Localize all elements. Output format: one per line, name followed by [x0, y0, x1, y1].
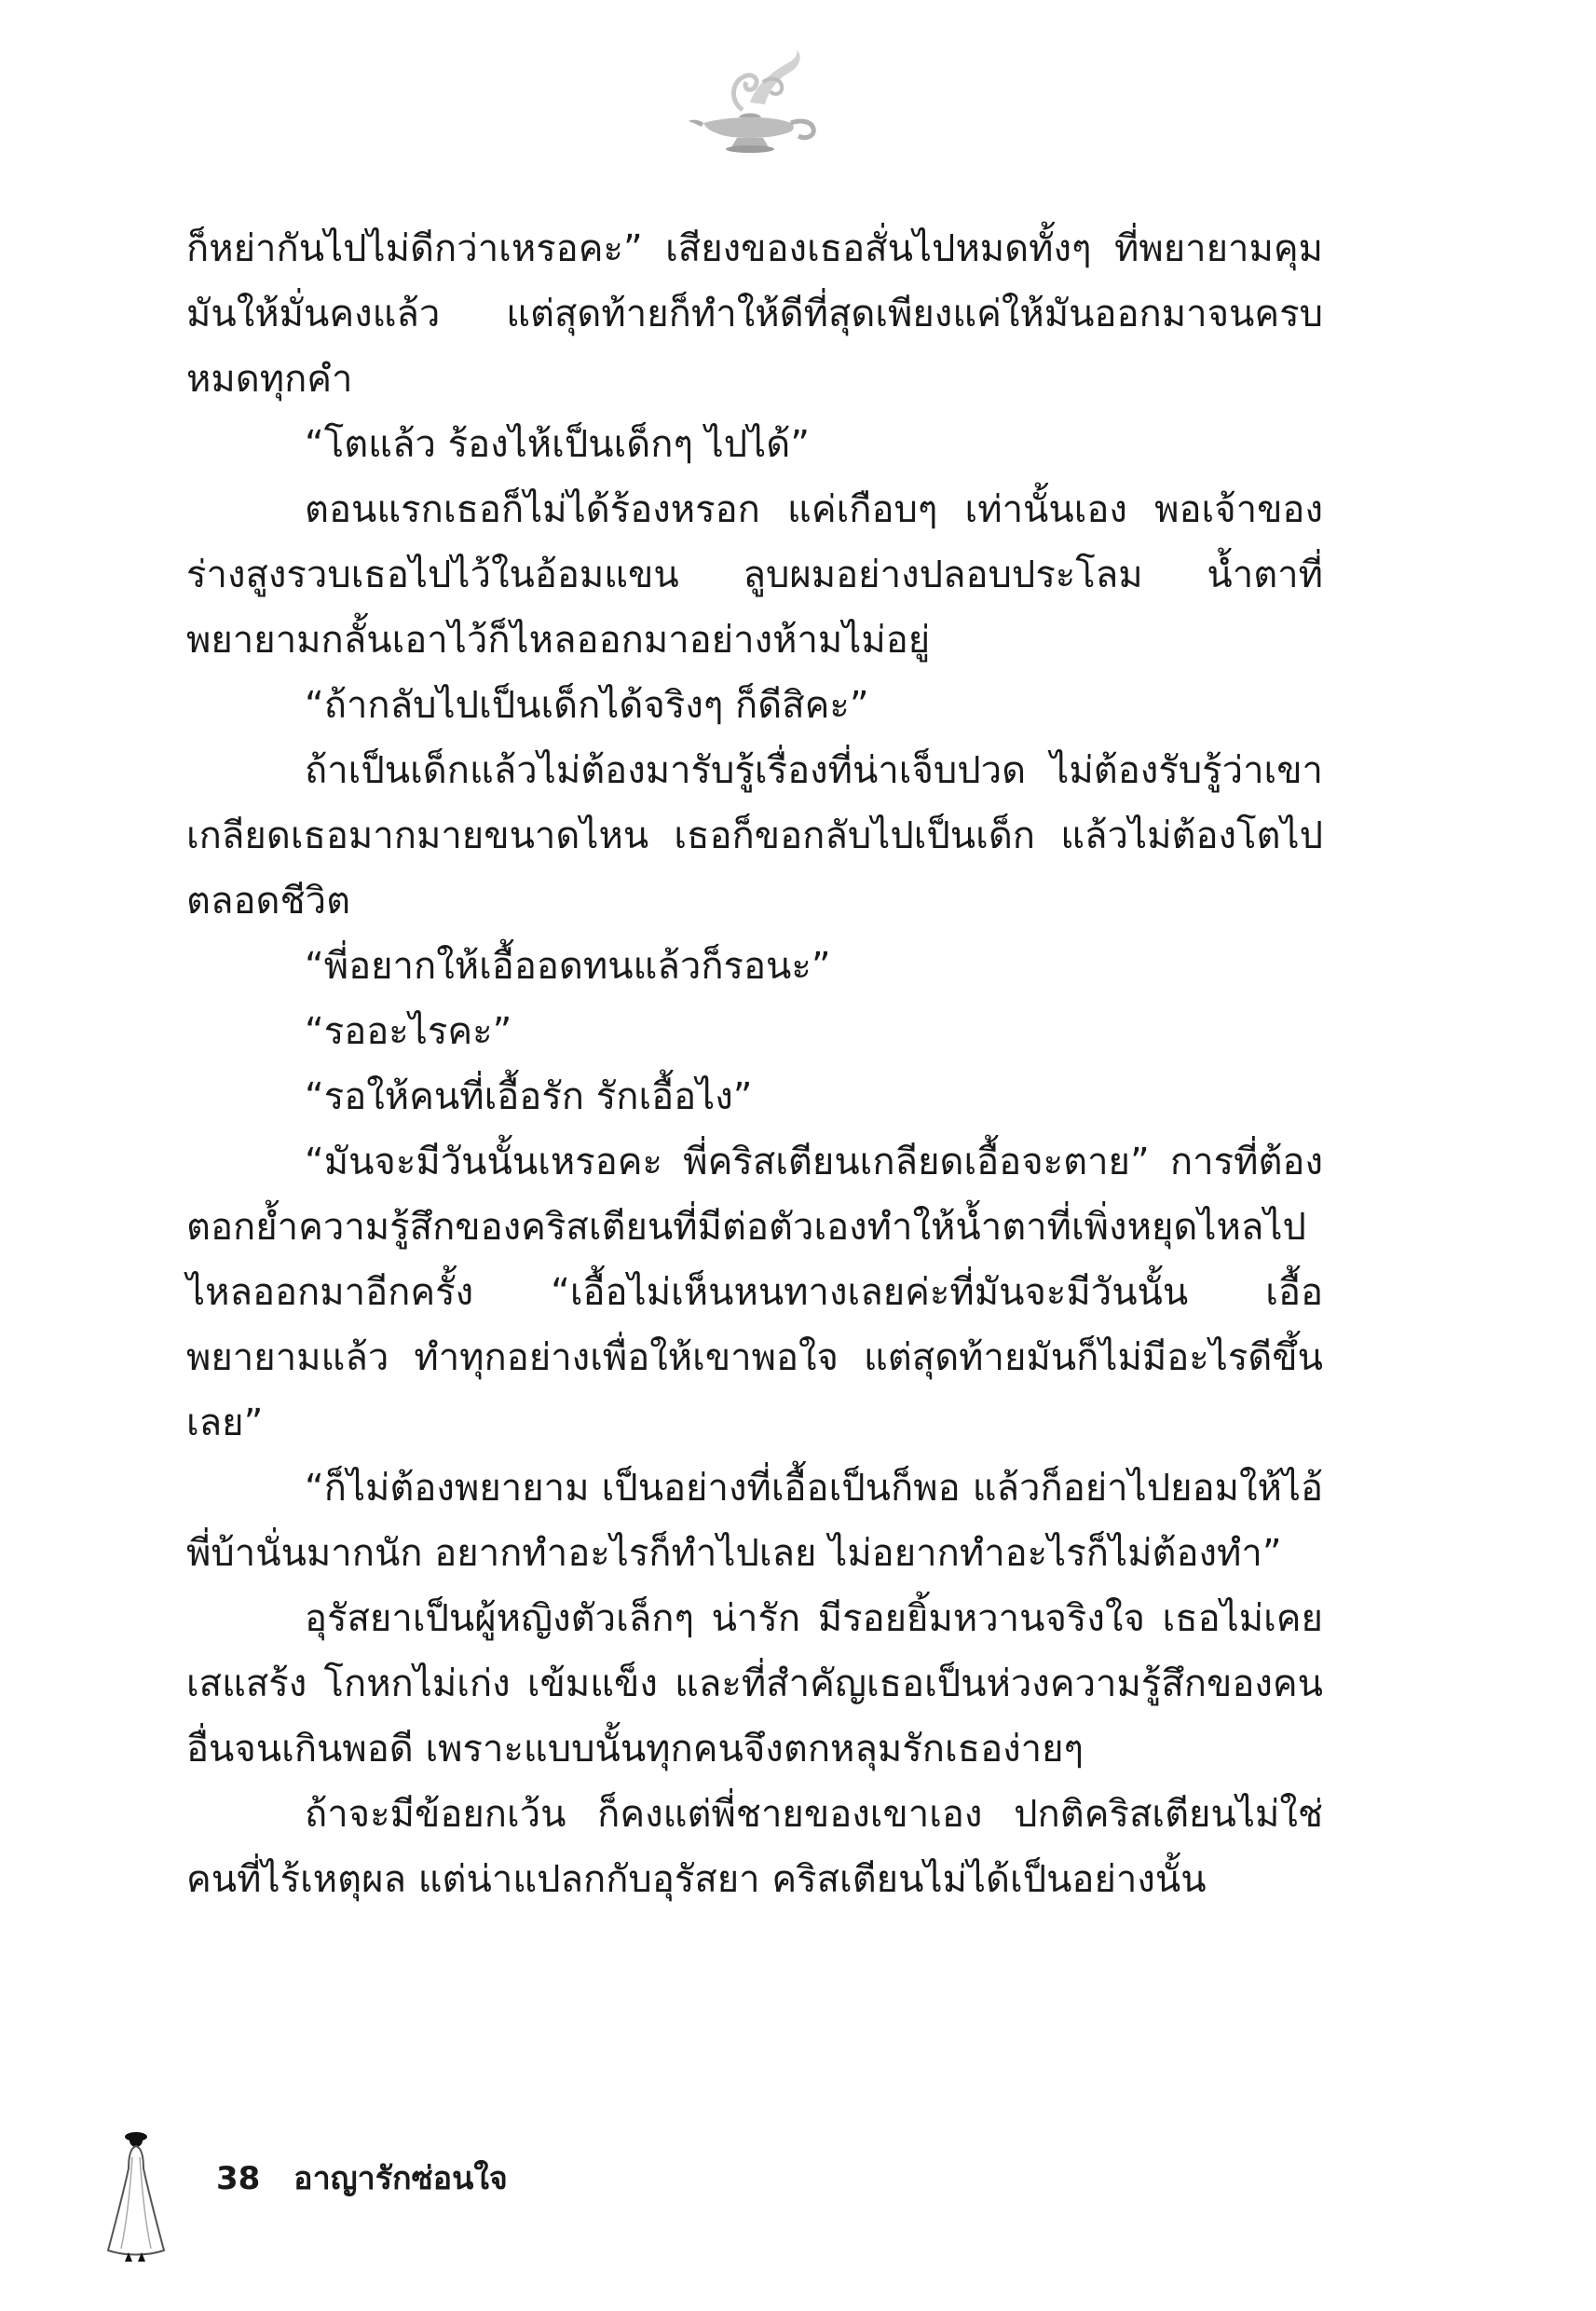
page-number: 38 [216, 2160, 261, 2197]
paragraph: “ก็ไม่ต้องพยายาม เป็นอย่างที่เอื้อเป็นก็พอ แล้วก็อย่าไปยอมให้ไอ้พี่บ้านั่นมากนัก อยากทำอะไรก็ทำไปเลย ไม่อยากทำอะไรก็ไม่ต้องทำ” [186, 1467, 1323, 1575]
paragraph: “โตแล้ว ร้องไห้เป็นเด็กๆ ไปได้” [305, 423, 810, 466]
paragraph: อุรัสยาเป็นผู้หญิงตัวเล็กๆ น่ารัก มีรอยยิ้มหวานจริงใจ เธอไม่เคยเสแสร้ง โกหกไม่เก่ง เข้มแข็ง และที่สำคัญเธอเป็นห่วงความรู้สึกของคนอื่นจนเกินพอดี เพราะแบบนั้นทุกคนจึงตกหลุมรักเธอง่ายๆ [186, 1597, 1323, 1771]
paragraph: ตอนแรกเธอก็ไม่ได้ร้องหรอก แค่เกือบๆ เท่านั้นเอง พอเจ้าของร่างสูงรวบเธอไปไว้ในอ้อมแขน ลูบผมอย่างปลอบประโลม น้ำตาที่พยายามกลั้นเอาไว้ก็ไหลออกมาอย่างห้ามไม่อยู่ [186, 488, 1323, 662]
paragraph: “รออะไรคะ” [305, 1010, 512, 1053]
paragraph: ถ้าเป็นเด็กแล้วไม่ต้องมารับรู้เรื่องที่น่าเจ็บปวด ไม่ต้องรับรู้ว่าเขาเกลียดเธอมากมายขนาดไหน เธอก็ขอกลับไปเป็นเด็ก แล้วไม่ต้องโตไปตลอดชีวิต [186, 749, 1323, 923]
paragraph: ก็หย่ากันไปไม่ดีกว่าเหรอคะ” เสียงของเธอสั่นไปหมดทั้งๆ ที่พยายามคุมมันให้มั่นคงแล้ว แต่สุดท้ายก็ทำให้ดีที่สุดเพียงแค่ให้มันออกมาจนครบหมดทุกคำ [186, 227, 1323, 401]
page-footer [216, 2154, 508, 2203]
genie-lamp-icon [685, 45, 825, 157]
book-title: อาญารักซ่อนใจ [293, 2160, 508, 2197]
paragraph: “ถ้ากลับไปเป็นเด็กได้จริงๆ ก็ดีสิคะ” [305, 684, 869, 727]
paragraph: “รอให้คนที่เอื้อรัก รักเอื้อไง” [305, 1075, 753, 1118]
body-text [186, 216, 1323, 1912]
paragraph: “มันจะมีวันนั้นเหรอคะ พี่คริสเตียนเกลียดเอื้อจะตาย” การที่ต้องตอกย้ำความรู้สึกของคริสเตียนที่มีต่อตัวเองทำให้น้ำตาที่เพิ่งหยุดไหลไปไหลออกมาอีกครั้ง “เอื้อไม่เห็นหนทางเลยค่ะที่มันจะมีวันนั้น เอื้อพยายามแล้ว ทำทุกอย่างเพื่อให้เขาพอใจ แต่สุดท้ายมันก็ไม่มีอะไรดีขึ้นเลย” [186, 1141, 1323, 1444]
paragraph: ถ้าจะมีข้อยกเว้น ก็คงแต่พี่ชายของเขาเอง ปกติคริสเตียนไม่ใช่คนที่ไร้เหตุผล แต่น่าแปลกกับอุรัสยา คริสเตียนไม่ได้เป็นอย่างนั้น [186, 1793, 1323, 1901]
bride-silhouette-icon [101, 2120, 171, 2269]
paragraph: “พี่อยากให้เอื้ออดทนแล้วก็รอนะ” [305, 945, 831, 988]
